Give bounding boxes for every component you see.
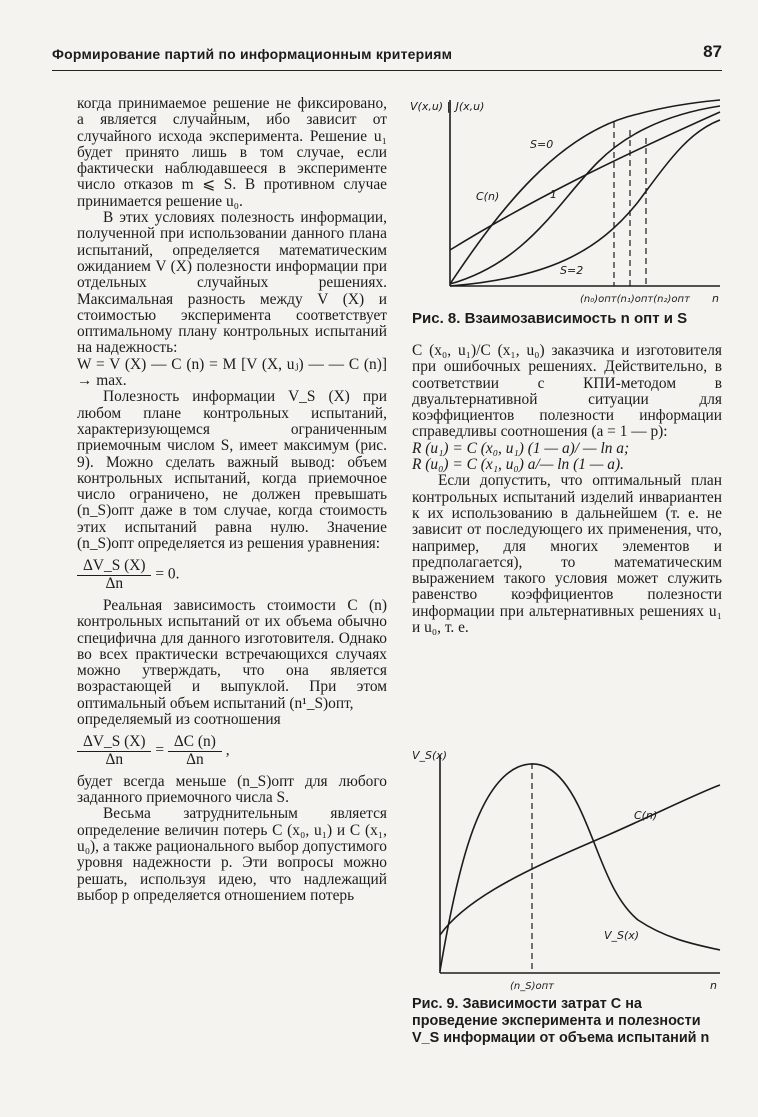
figure-9 xyxy=(408,745,728,993)
label-s1: 1 xyxy=(550,188,557,201)
paragraph: C (x₀, u₁)/C (x₁, u₀) заказчика и изготовителя при ошибочных решениях. Действительно, в соответствии с КПИ-методом в двуальтернативной ситуации для коэффициентов полезности информации справедливы соотношения (a = 1 — p): xyxy=(412,342,722,441)
fig9-y-label: V_S(x) xyxy=(412,749,448,762)
x-tick-label: (n_S)опт xyxy=(510,981,554,992)
equation-r-u1: R (u₁) = C (x₀, u₁) (1 — a)/ — ln a; xyxy=(412,439,630,457)
curve-s2 xyxy=(450,120,720,286)
paragraph: Реальная зависимость стоимости C (n) контрольных испытаний от их объема обычно специфична для данного изготовителя. Однако во всех практически встречающихся случаях можно утверждать, что она является возрастающей и выпуклой. При этом оптимальный объем испытаний (n¹_S)опт, xyxy=(77,596,387,712)
label-s2: S=2 xyxy=(560,264,584,277)
right-column xyxy=(412,343,722,636)
equation-marginal: $\frac{\Delta V\_S (X)}{\Delta n}$ = $\frac{\Delta C (n)}{\Delta n}$ , xyxy=(77,732,387,770)
page-number: 87 xyxy=(703,42,722,61)
paragraph: когда принимаемое решение не фиксировано, а является случайным, ибо зависит от случайного исхода эксперимента. Решение u₁ будет принято лишь в том случае, если фактически наблюдавшееся в эксперименте число отказов m ⩽ S. В противном случае принимается решение u₀. xyxy=(77,95,387,210)
paragraph: В этих условиях полезность информации, полученной при использовании данного плана испытаний, определяется математическим ожиданием V (X) полезности информации при отдельных случайных решениях. Максимальная разность между V (X) и стоимостью эксперимента соответствует оптимальному плану контрольных испытаний на надежность: xyxy=(77,209,387,357)
fig8-y-label: V(x,u) ‖ J(x,u) xyxy=(410,100,485,113)
left-column xyxy=(77,96,387,904)
paragraph: Весьма затруднительным является определение величин потерь C (x₀, u₁) и C (x₁, u₀), а также рационального выбор допустимого уровня надежности p. Эти вопросы можно решать, используя идею, что надлежащий выбор p определяется отношением потерь xyxy=(77,805,387,904)
fraction: $\frac{\Delta V\_S (X)}{\Delta n}$ xyxy=(77,558,151,592)
equation-objective: W = V (X) — C (n) = M [V (X, uⱼ) — — C (n)] → max. xyxy=(77,355,387,390)
curve-cn xyxy=(450,112,720,250)
fraction: $\frac{\Delta C (n)}{\Delta n}$ xyxy=(168,734,222,768)
paragraph: Если допустить, что оптимальный план контрольных испытаний изделий инвариантен к их использованию в дальнейшем (т. е. не зависит от последующего их применения, что, например, для многих элементов и предполагается), то математическим выражением такого условия может служить равенство коэффициентов полезности информации при альтернативных решениях u₁ и u₀, т. е. xyxy=(412,472,722,637)
running-header xyxy=(52,40,722,71)
figure-9-caption: Рис. 9. Зависимости затрат C на проведение эксперимента и полезности V_S информации от объема испытаний n xyxy=(412,996,710,1046)
label-s0: S=0 xyxy=(530,138,554,151)
label-vs: V_S(x) xyxy=(604,929,640,942)
figure-8-caption: Рис. 8. Взаимозависимость n опт и S xyxy=(412,310,688,327)
paragraph: определяемый из соотношения xyxy=(77,710,281,728)
curve-vs xyxy=(440,764,720,971)
running-title: Формирование партий по информационным критериям xyxy=(52,46,453,62)
equation-r-u0: R (u₀) = C (x₁, u₀) a/— ln (1 — a). xyxy=(412,456,624,474)
fraction: $\frac{\Delta V\_S (X)}{\Delta n}$ xyxy=(77,734,151,768)
figure-8 xyxy=(408,92,728,307)
fig9-x-label: n xyxy=(710,979,717,992)
equation-optimality: $\frac{\Delta V\_S (X)}{\Delta n}$ = 0. xyxy=(77,556,387,594)
x-tick-labels: (n₀)опт(n₁)опт(n₂)опт xyxy=(580,294,690,305)
label-cn: C(n) xyxy=(634,809,658,822)
paragraph: Полезность информации V_S (X) при любом плане контрольных испытаний, характеризующемся ограниченным приемочным числом S, имеет максимум (рис. 9). Можно сделать важный вывод: объем контрольных испытаний, когда приемочное число ограничено, не должен превышать (n_S)опт даже в том случае, когда стоимость этих испытаний равна нулю. Значение (n_S)опт определяется из решения уравнения: xyxy=(77,388,387,553)
label-cn: C(n) xyxy=(476,190,500,203)
fig8-x-label: n xyxy=(712,292,719,305)
paragraph: будет всегда меньше (n_S)опт для любого заданного приемочного числа S. xyxy=(77,772,387,807)
